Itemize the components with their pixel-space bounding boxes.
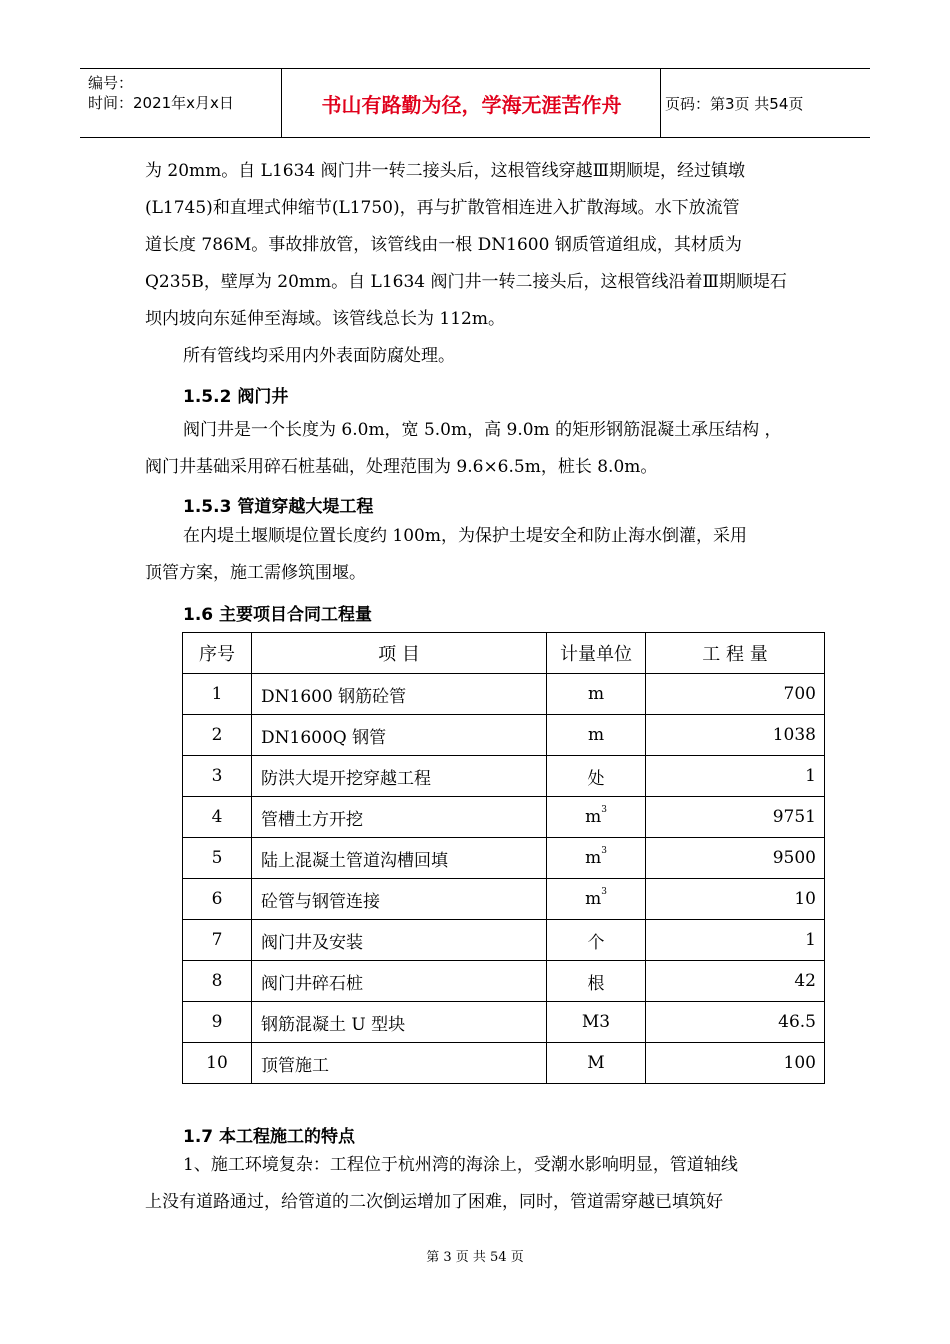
cell-quantity: 1	[646, 920, 825, 961]
cell-unit	[547, 715, 646, 756]
cell-unit	[547, 1002, 646, 1043]
col-header-unit: 计量单位	[547, 633, 646, 674]
header-meta	[88, 73, 278, 113]
page-footer: 第 3 页 共 54 页	[426, 1250, 524, 1265]
cell-item: 阀门井及安装	[252, 920, 547, 961]
table-row	[183, 1002, 825, 1043]
header-motto: 书山有路勤为径，学海无涯苦作舟	[321, 92, 622, 117]
unit-superscript: 3	[601, 805, 607, 815]
cell-number: 4	[183, 797, 252, 838]
unit-text: M	[587, 1053, 605, 1073]
unit-text: m	[585, 848, 602, 868]
cell-quantity: 10	[646, 879, 825, 920]
heading-1-7: 1.7 本工程施工的特点	[183, 1127, 356, 1147]
unit-superscript: 3	[601, 887, 607, 897]
text-line: 坝内坡向东延伸至海域。该管线总长为 112m。	[145, 309, 505, 329]
cell-number: 7	[183, 920, 252, 961]
cell-unit	[547, 961, 646, 1002]
table-row	[183, 756, 825, 797]
cell-number: 9	[183, 1002, 252, 1043]
unit-text: m	[587, 725, 605, 745]
header-divider	[281, 69, 282, 137]
header-number-label: 编号：	[88, 74, 134, 92]
cell-unit	[547, 879, 646, 920]
col-header-number: 序号	[183, 633, 252, 674]
cell-quantity: 9751	[646, 797, 825, 838]
heading-1-5-3: 1.5.3 管道穿越大堤工程	[183, 497, 374, 517]
cell-number: 3	[183, 756, 252, 797]
cell-unit	[547, 1043, 646, 1084]
cell-number: 2	[183, 715, 252, 756]
cell-item: 砼管与钢管连接	[252, 879, 547, 920]
header-time-label: 时间：2021年x月x日	[88, 94, 234, 112]
cell-item: 管槽土方开挖	[252, 797, 547, 838]
text-line: 顶管方案，施工需修筑围堰。	[145, 563, 366, 583]
header-divider	[660, 69, 661, 137]
unit-superscript: 3	[601, 846, 607, 856]
paragraph-pipeline-description	[145, 153, 815, 338]
unit-text: M3	[581, 1012, 611, 1032]
table-row	[183, 715, 825, 756]
text-line: 阀门井基础采用碎石桩基础，处理范围为 9.6×6.5m，桩长 8.0m。	[145, 457, 658, 477]
page-header	[80, 68, 870, 138]
table-header-row	[183, 633, 825, 674]
text-line: Q235B，壁厚为 20mm。自 L1634 阀门井一转二接头后，这根管线沿着Ⅲ期顺堤石	[145, 272, 787, 292]
text-line: 为 20mm。自 L1634 阀门井一转二接头后，这根管线穿越Ⅲ期顺堤，经过镇墩	[145, 161, 746, 181]
cell-number: 10	[183, 1043, 252, 1084]
cell-quantity: 1	[646, 756, 825, 797]
cell-quantity: 42	[646, 961, 825, 1002]
col-header-quantity: 工 程 量	[646, 633, 825, 674]
table-row	[183, 674, 825, 715]
cell-unit	[547, 797, 646, 838]
table-row	[183, 920, 825, 961]
cell-item: 防洪大堤开挖穿越工程	[252, 756, 547, 797]
cell-item: 陆上混凝土管道沟槽回填	[252, 838, 547, 879]
cell-item: 阀门井碎石桩	[252, 961, 547, 1002]
cell-unit	[547, 920, 646, 961]
cell-quantity: 46.5	[646, 1002, 825, 1043]
text-line: 阀门井是一个长度为 6.0m，宽 5.0m，高 9.0m 的矩形钢筋混凝土承压结构 ，	[183, 420, 782, 440]
cell-unit	[547, 674, 646, 715]
cell-quantity: 100	[646, 1043, 825, 1084]
cell-item: 顶管施工	[252, 1043, 547, 1084]
unit-text: 根	[587, 973, 605, 994]
unit-text: m	[585, 889, 602, 909]
unit-text: m	[585, 807, 602, 827]
cell-item: DN1600Q 钢管	[252, 715, 547, 756]
paragraph-levee-crossing	[145, 518, 815, 592]
unit-text: 个	[587, 932, 605, 953]
text-line: 在内堤土堰顺堤位置长度约 100m，为保护土堤安全和防止海水倒灌，采用	[183, 526, 747, 546]
cell-number: 1	[183, 674, 252, 715]
text-line: 上没有道路通过，给管道的二次倒运增加了困难，同时，管道需穿越已填筑好	[145, 1192, 723, 1212]
cell-quantity: 9500	[646, 838, 825, 879]
paragraph-anticorrosion	[183, 338, 853, 375]
heading-1-5-2: 1.5.2 阀门井	[183, 387, 289, 407]
text-line: (L1745)和直埋式伸缩节(L1750)，再与扩散管相连进入扩散海域。水下放流管	[145, 198, 740, 218]
table-row	[183, 838, 825, 879]
cell-item: DN1600 钢筋砼管	[252, 674, 547, 715]
paragraph-construction-features	[145, 1147, 815, 1221]
cell-number: 6	[183, 879, 252, 920]
cell-quantity: 1038	[646, 715, 825, 756]
header-page-label: 页码：第3页 共54页	[665, 95, 804, 113]
table-row	[183, 797, 825, 838]
table-row	[183, 1043, 825, 1084]
cell-number: 5	[183, 838, 252, 879]
text-line: 1、施工环境复杂：工程位于杭州湾的海涂上，受潮水影响明显，管道轴线	[183, 1155, 738, 1175]
cell-unit	[547, 838, 646, 879]
table-row	[183, 879, 825, 920]
cell-number: 8	[183, 961, 252, 1002]
table-row	[183, 961, 825, 1002]
unit-text: 处	[587, 768, 605, 789]
cell-quantity: 700	[646, 674, 825, 715]
paragraph-valve-well	[145, 412, 815, 486]
quantities-table	[182, 632, 825, 1084]
unit-text: m	[587, 684, 605, 704]
cell-unit	[547, 756, 646, 797]
text-line: 所有管线均采用内外表面防腐处理。	[183, 346, 455, 366]
heading-1-6: 1.6 主要项目合同工程量	[183, 605, 373, 625]
text-line: 道长度 786M。事故排放管，该管线由一根 DN1600 钢质管道组成，其材质为	[145, 235, 742, 255]
cell-item: 钢筋混凝土 U 型块	[252, 1002, 547, 1043]
col-header-item: 项 目	[252, 633, 547, 674]
